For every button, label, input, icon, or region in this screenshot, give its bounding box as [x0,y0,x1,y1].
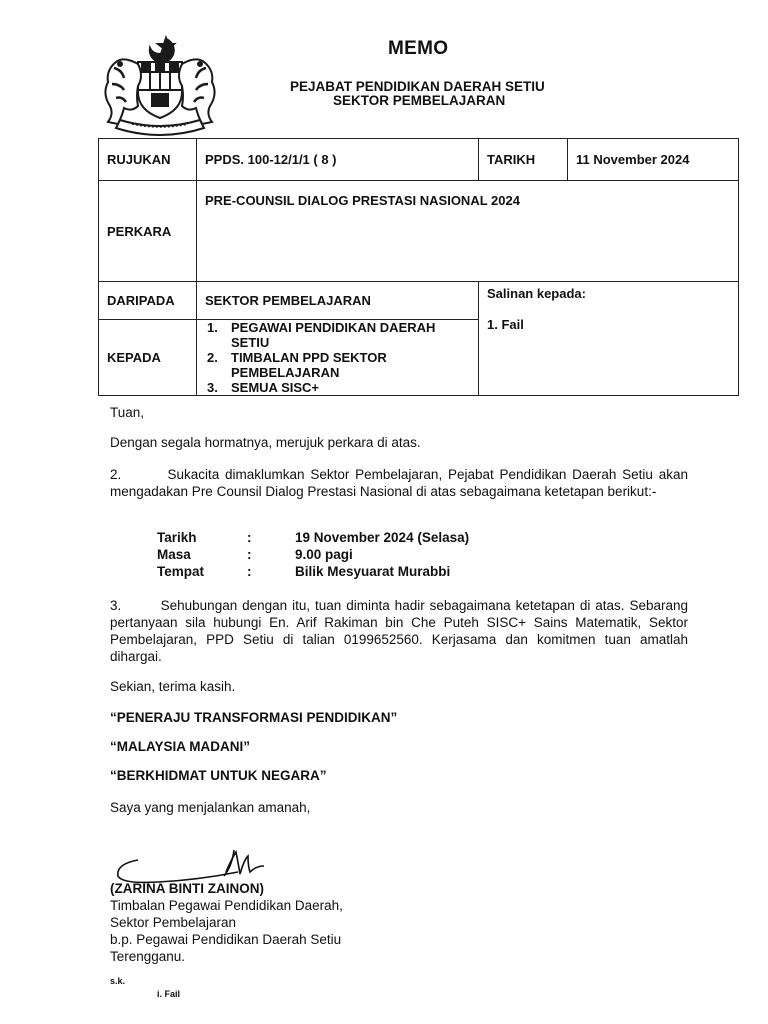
trust-line: Saya yang menjalankan amanah, [110,800,311,815]
subject-row [99,181,739,282]
signatory-on-behalf: b.p. Pegawai Pendidikan Daerah Setiu [110,932,342,947]
memo-title: MEMO [388,38,449,59]
motto-1: “PENERAJU TRANSFORMASI PENDIDIKAN” [110,710,398,725]
signatory-sector: Sektor Pembelajaran [110,915,237,930]
intro-paragraph: Dengan segala hormatnya, merujuk perkara di atas. [110,435,421,450]
to-label: KEPADA [99,320,197,396]
signature-block [110,880,343,965]
paragraph-3: 3. Sehubungan dengan itu, tuan diminta hadir sebagaimana ketetapan di atas. Sebarang pertanyaan sila hubungi En. Arif Rakiman bin Che Puteh SISC+ Sains Matematik, Sektor Pembelajaran, PPD Setiu di talian 0199652560. Kerjasama dan komitmen tuan amatlah dihargai. [110,598,692,664]
signatory-state: Terengganu. [110,949,186,964]
cc-cell [479,282,739,396]
signatory-title: Timbalan Pegawai Pendidikan Daerah, [110,898,343,913]
date-value: 11 November 2024 [568,139,739,181]
motto-2: “MALAYSIA MADANI” [110,739,251,754]
cc-label: Salinan kepada: [487,286,586,301]
recipient-item: 2. TIMBALAN PPD SEKTOR PEMBELAJARAN [207,350,387,380]
reference-row [99,139,739,181]
from-label: DARIPADA [99,282,197,320]
paragraph-2: 2. Sukacita dimaklumkan Sektor Pembelajaran, Pejabat Pendidikan Daerah Setiu akan mengadakan Pre Counsil Dialog Prestasi Nasional di atas sebagaimana ketetapan berikut:- [110,467,692,499]
subject-value: PRE-COUNSIL DIALOG PRESTASI NASIONAL 2024 [197,181,739,282]
recipient-list [205,320,470,395]
salutation: Tuan, [110,405,145,420]
recipient-item: 3. SEMUA SISC+ [207,380,320,395]
sk-item: i. Fail [157,989,181,999]
from-value: SEKTOR PEMBELAJARAN [197,282,479,320]
reference-label: RUJUKAN [99,139,197,181]
subject-label: PERKARA [99,181,197,282]
sector-name: SEKTOR PEMBELAJARAN [333,93,506,108]
recipient-item: 1. PEGAWAI PENDIDIKAN DAERAH SETIU [207,320,436,350]
from-row [99,282,739,320]
office-name: PEJABAT PENDIDIKAN DAERAH SETIU [290,79,545,94]
cc-item: 1. Fail [487,317,524,332]
closing-text: Sekian, terima kasih. [110,679,236,694]
sk-label: s.k. [110,976,126,986]
date-label: TARIKH [479,139,568,181]
motto-3: “BERKHIDMAT UNTUK NEGARA” [110,768,327,783]
memo-details-table [98,138,739,396]
recipients-cell [197,320,479,396]
memo-page: MEMO PEJABAT PENDIDIKAN DAERAH SETIU SEKTOR PEMBELAJARAN RUJUKAN PPDS. 100-12/1/1 ( 8 ) TARIKH 11 November 2024 PERKARA PRE-COUNSIL DIALOG PRESTASI NASIONAL 2024 DARIPADA SEKTOR PEMBELAJARAN Salinan kepada: 1. Fail KEPADA 1. PEGAWAI PENDIDIKAN DAERAH SETIU 2. TIMBALAN PPD SEKTOR PEMBELAJARAN 3. SEMUA SISC+ Tuan, Dengan segala hormatnya, merujuk perkara di atas. 2. Sukacita dimaklumkan Sektor Pembelajaran, Pejabat Pendidikan Daerah Setiu akan mengadakan Pre Counsil Dialog Prestasi Nasional di atas sebagaimana ketetapan berikut:- Tarikh : 19 November 2024 (Selasa) Masa : 9.00 pagi Tempat : Bilik Mesyuarat Murabbi 3. Sehubungan dengan itu, tuan diminta hadir sebagaimana ketetapan di atas. Sebarang pertanyaan sila hubungi En. Arif Rakiman bin Che Puteh SISC+ Sains Matematik, Sektor Pembelajaran, PPD Setiu di talian 0199652560. Kerjasama dan komitmen tuan amatlah dihargai. Sekian, terima kasih. “PENERAJU TRANSFORMASI PENDIDIKAN” “MALAYSIA MADANI” “BERKHIDMAT UNTUK NEGARA” Saya yang menjalankan amanah, (ZARINA BINTI ZAINON) Timbalan Pegawai Pendidikan Daerah, Sektor Pembelajaran b.p. Pegawai Pendidikan Daerah Setiu Terengganu. s.k. i. Fail [0,0,768,1024]
signatory-name: (ZARINA BINTI ZAINON) [110,881,264,896]
coat-of-arms-icon [98,34,222,136]
reference-value: PPDS. 100-12/1/1 ( 8 ) [197,139,479,181]
